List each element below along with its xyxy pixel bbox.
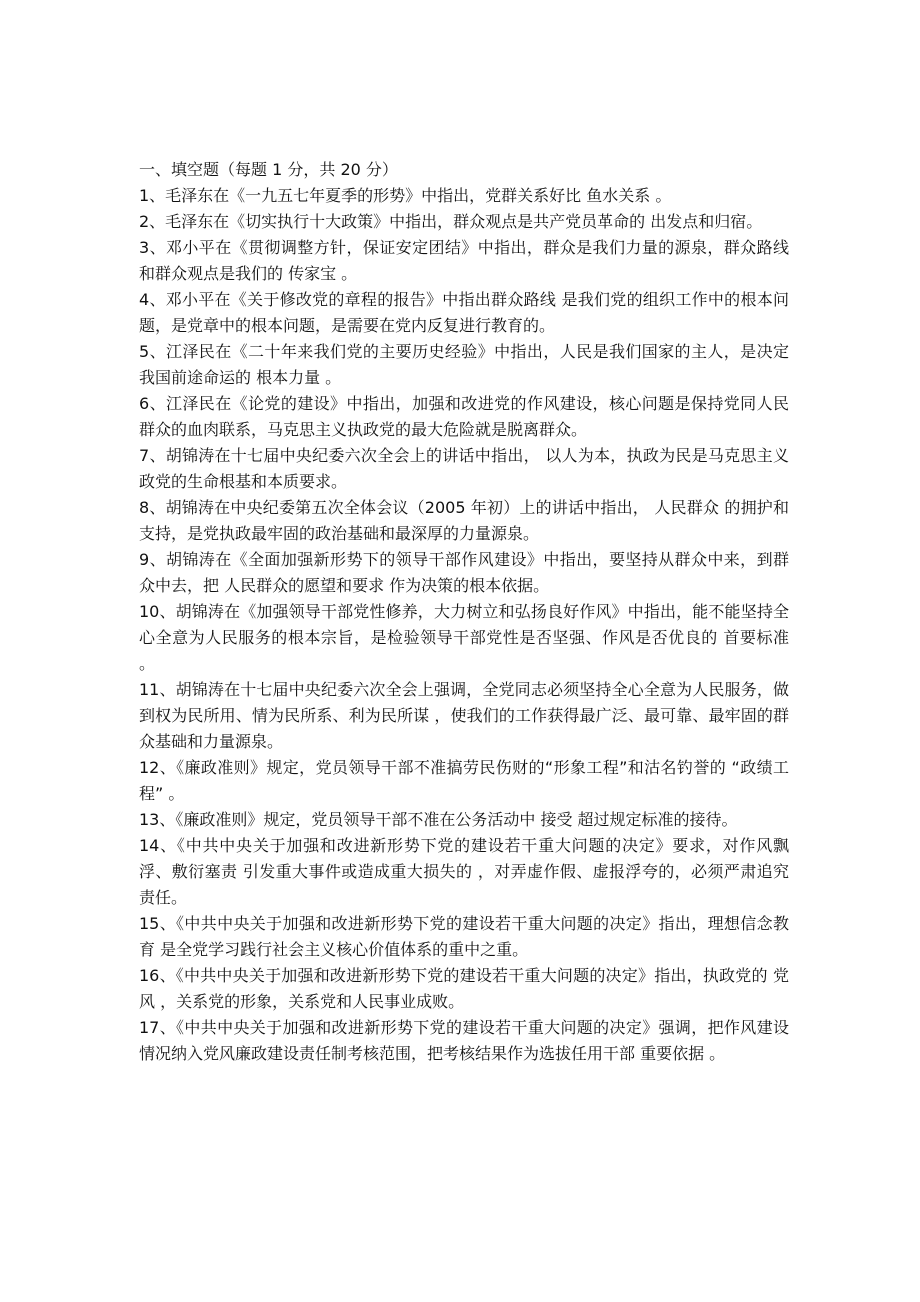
question-16: 16、《中共中央关于加强和改进新形势下党的建设若干重大问题的决定》指出，执政党的 党风 ，关系党的形象，关系党和人民事业成败。 [139,966,789,1011]
question-10: 10、胡锦涛在《加强领导干部党性修养，大力树立和弘扬良好作风》中指出，能不能坚持全心全意为人民服务的根本宗旨，是检验领导干部党性是否坚强、作风是否优良的 首要标准 。 [139,602,789,673]
question-6: 6、江泽民在《论党的建设》中指出，加强和改进党的作风建设，核心问题是保持党同人民群众的血肉联系，马克思主义执政党的最大危险就是脱离群众。 [139,394,789,439]
question-7: 7、胡锦涛在十七届中央纪委六次全会上的讲话中指出， 以人为本，执政为民是马克思主义政党的生命根基和本质要求。 [139,446,789,491]
question-17: 17、《中共中央关于加强和改进新形势下党的建设若干重大问题的决定》强调，把作风建设情况纳入党风廉政建设责任制考核范围，把考核结果作为选拔任用干部 重要依据 。 [139,1018,789,1063]
question-9: 9、胡锦涛在《全面加强新形势下的领导干部作风建设》中指出，要坚持从群众中来，到群众中去，把 人民群众的愿望和要求 作为决策的根本依据。 [139,550,789,595]
question-3: 3、邓小平在《贯彻调整方针，保证安定团结》中指出，群众是我们力量的源泉，群众路线和群众观点是我们的 传家宝 。 [139,238,789,283]
question-4: 4、邓小平在《关于修改党的章程的报告》中指出群众路线 是我们党的组织工作中的根本问题，是党章中的根本问题，是需要在党内反复进行教育的。 [139,290,789,335]
section-heading: 一、填空题（每题 1 分，共 20 分） [139,160,398,179]
question-15: 15、《中共中央关于加强和改进新形势下党的建设若干重大问题的决定》指出，理想信念教育 是全党学习践行社会主义核心价值体系的重中之重。 [139,914,789,959]
question-2: 2、毛泽东在《切实执行十大政策》中指出，群众观点是共产党员革命的 出发点和归宿。 [139,212,763,231]
question-12: 12、《廉政准则》规定，党员领导干部不准搞劳民伤财的“形象工程”和沽名钓誉的 “政绩工程” 。 [139,758,789,803]
question-8: 8、胡锦涛在中央纪委第五次全体会议（2005 年初）上的讲话中指出， 人民群众 的拥护和支持，是党执政最牢固的政治基础和最深厚的力量源泉。 [139,498,789,543]
question-13: 13、《廉政准则》规定，党员领导干部不准在公务活动中 接受 超过规定标准的接待。 [139,810,738,829]
question-14: 14、《中共中央关于加强和改进新形势下党的建设若干重大问题的决定》要求，对作风飘浮、敷衍塞责 引发重大事件或造成重大损失的 ，对弄虚作假、虚报浮夸的，必须严肃追究责任。 [139,836,789,907]
question-11: 11、胡锦涛在十七届中央纪委六次全会上强调，全党同志必须坚持全心全意为人民服务，做到权为民所用、情为民所系、利为民所谋 ，使我们的工作获得最广泛、最可靠、最牢固的群众基础和力量源泉。 [139,680,789,751]
question-5: 5、江泽民在《二十年来我们党的主要历史经验》中指出，人民是我们国家的主人，是决定我国前途命运的 根本力量 。 [139,342,789,387]
question-1: 1、毛泽东在《一九五七年夏季的形势》中指出，党群关系好比 鱼水关系 。 [139,186,672,205]
document-body [139,157,789,1067]
